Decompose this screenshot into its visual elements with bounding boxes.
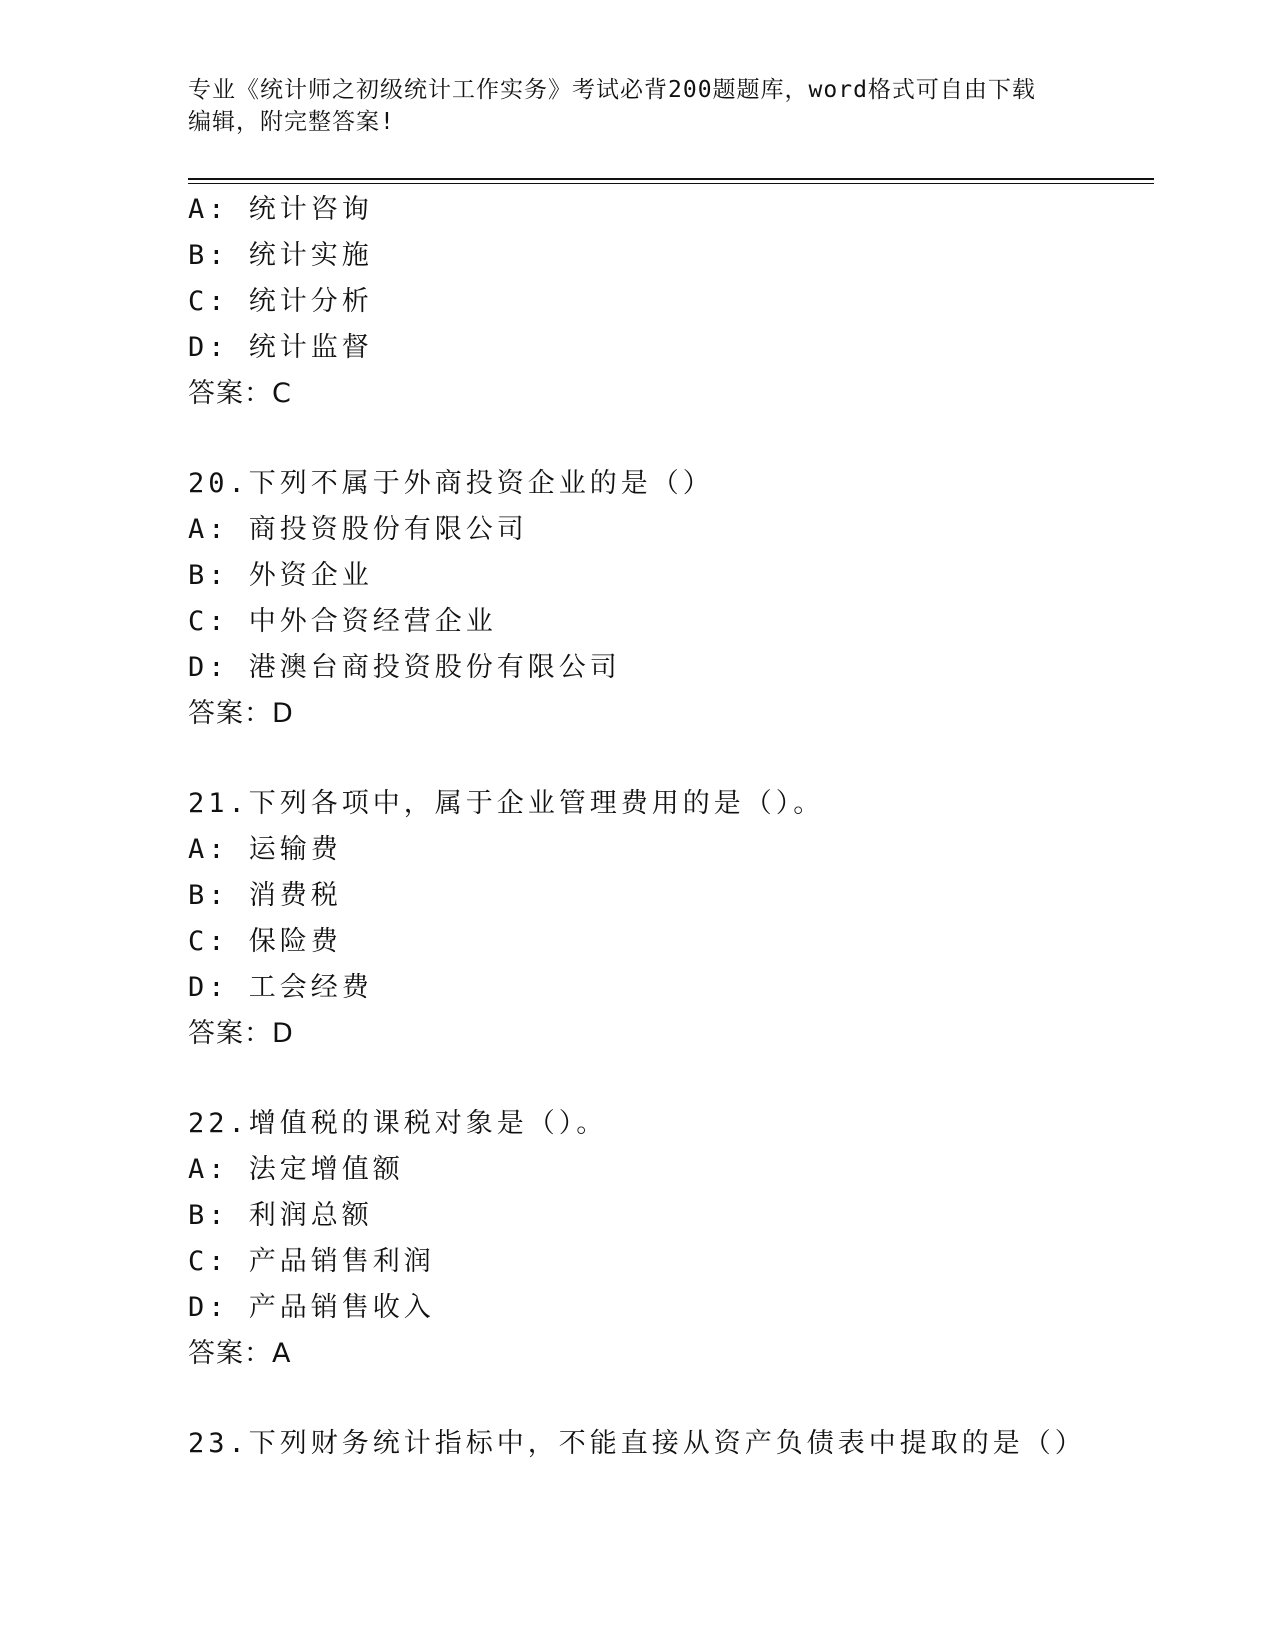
option-b: B: 消费税 (188, 880, 342, 911)
answer-line: 答案：D (188, 698, 294, 729)
answer-line: 答案：D (188, 1018, 294, 1049)
question-list (188, 187, 1154, 1467)
question-block (188, 1101, 1154, 1377)
option-c: C: 中外合资经营企业 (188, 606, 497, 637)
option-c: C: 统计分析 (188, 286, 373, 317)
option-b: B: 利润总额 (188, 1200, 373, 1231)
option-d: D: 港澳台商投资股份有限公司 (188, 652, 621, 683)
header-divider-thick (188, 178, 1154, 180)
header-divider-thin (188, 183, 1154, 184)
option-a: A: 法定增值额 (188, 1154, 404, 1185)
header-line-2: 编辑，附完整答案! (188, 109, 395, 135)
option-c: C: 保险费 (188, 926, 342, 957)
option-a: A: 运输费 (188, 834, 342, 865)
question-stem: 22.增值税的课税对象是（）。 (188, 1108, 608, 1139)
option-b: B: 统计实施 (188, 240, 373, 271)
option-d: D: 产品销售收入 (188, 1292, 435, 1323)
document-header (188, 74, 1088, 138)
option-a: A: 统计咨询 (188, 194, 373, 225)
option-d: D: 统计监督 (188, 332, 373, 363)
question-block (188, 461, 1154, 737)
answer-line: 答案：C (188, 378, 292, 409)
question-stem: 21.下列各项中，属于企业管理费用的是（）。 (188, 788, 825, 819)
question-stem: 20.下列不属于外商投资企业的是（） (188, 468, 714, 499)
answer-line: 答案：A (188, 1338, 292, 1369)
header-line-1: 专业《统计师之初级统计工作实务》考试必背200题题库，word格式可自由下载 (188, 77, 1036, 103)
option-d: D: 工会经费 (188, 972, 373, 1003)
question-block (188, 1421, 1154, 1467)
question-stem: 23.下列财务统计指标中，不能直接从资产负债表中提取的是（） (188, 1428, 1086, 1459)
question-block (188, 781, 1154, 1057)
option-b: B: 外资企业 (188, 560, 373, 591)
option-c: C: 产品销售利润 (188, 1246, 435, 1277)
question-block (188, 187, 1154, 417)
option-a: A: 商投资股份有限公司 (188, 514, 528, 545)
